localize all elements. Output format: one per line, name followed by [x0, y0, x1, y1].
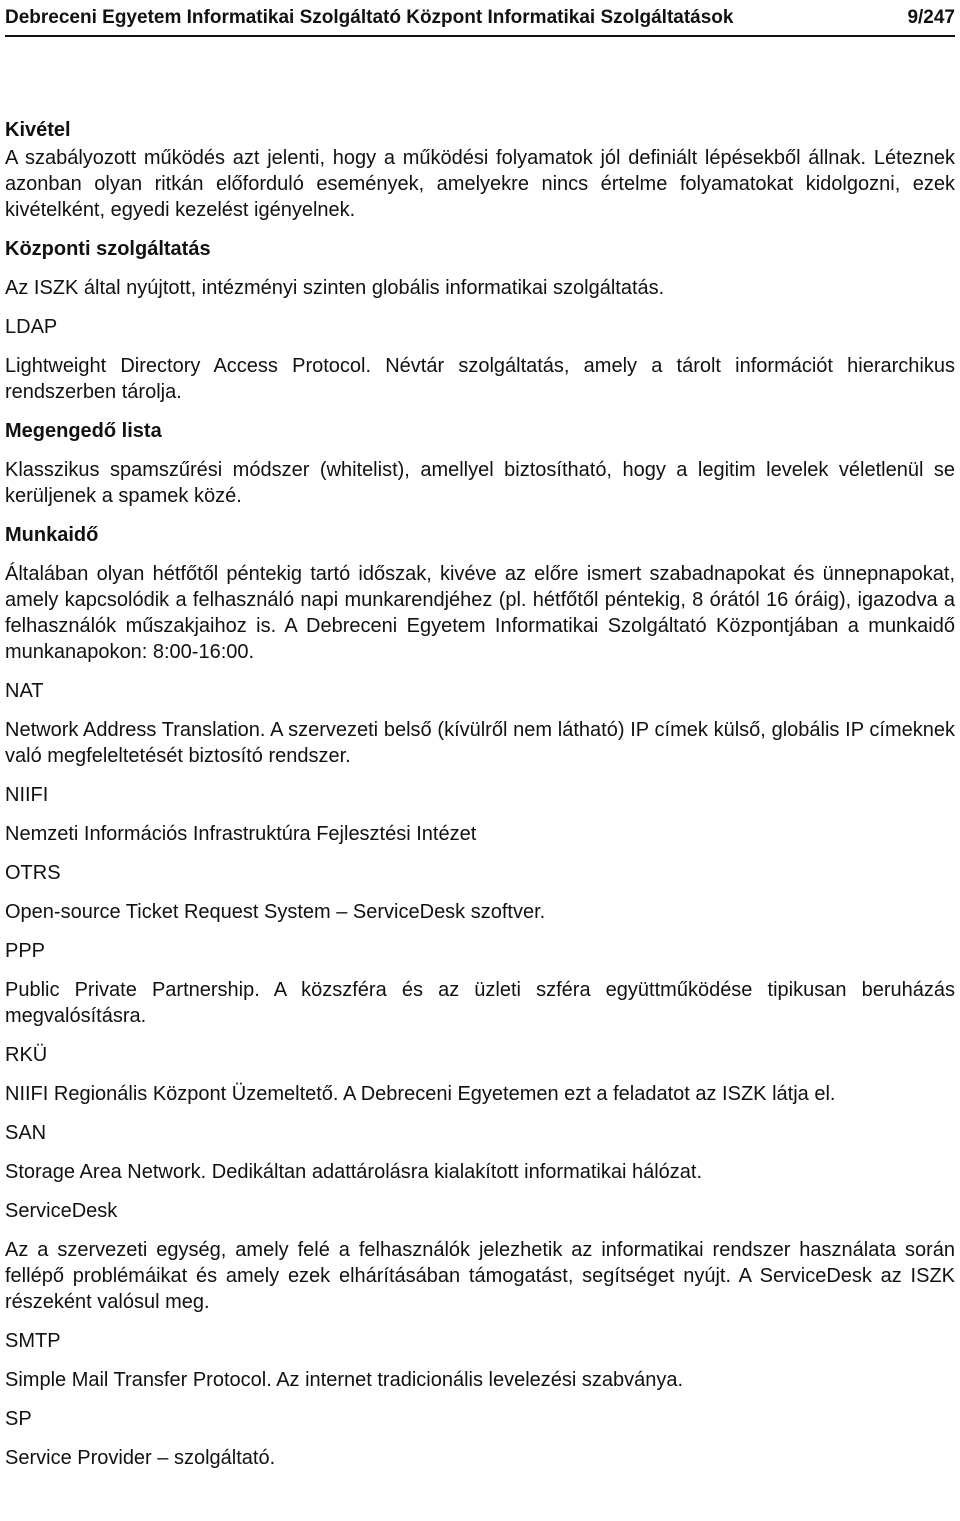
glossary-entry [5, 1406, 955, 1471]
glossary-definition: Network Address Translation. A szervezeti belső (kívülről nem látható) IP címek külső, globális IP címeknek való megfeleltetését biztosító rendszer. [5, 719, 955, 767]
glossary-term: Munkaidő [5, 524, 99, 546]
glossary-entry [5, 1198, 955, 1315]
glossary-entry [5, 117, 955, 223]
glossary-entry [5, 782, 955, 847]
glossary-definition: A szabályozott működés azt jelenti, hogy a működési folyamatok jól definiált lépésekből állnak. Léteznek azonban olyan ritkán előforduló események, amelyekre nincs értelme folyamatokat kidolgozni, ezek kivételként, egyedi kezelést igényelnek. [5, 147, 955, 221]
glossary-entry [5, 236, 955, 301]
glossary-definition: Simple Mail Transfer Protocol. Az internet tradicionális levelezési szabványa. [5, 1369, 684, 1391]
glossary-entry [5, 418, 955, 509]
glossary-term: RKÜ [5, 1044, 48, 1066]
glossary-definition: NIIFI Regionális Központ Üzemeltető. A Debreceni Egyetemen ezt a feladatot az ISZK látja el. [5, 1083, 836, 1105]
glossary-definition: Az ISZK által nyújtott, intézményi szinten globális informatikai szolgáltatás. [5, 277, 665, 299]
glossary-term: OTRS [5, 862, 61, 884]
page-header [5, 0, 955, 37]
glossary-entry [5, 1042, 955, 1107]
glossary-entry [5, 522, 955, 665]
document-title: Debreceni Egyetem Informatikai Szolgáltató Központ Informatikai Szolgáltatások [5, 6, 734, 28]
glossary-definition: Service Provider – szolgáltató. [5, 1447, 276, 1469]
glossary-entry [5, 314, 955, 405]
glossary-definition: Nemzeti Információs Infrastruktúra Fejlesztési Intézet [5, 823, 477, 845]
glossary-entry [5, 860, 955, 925]
glossary-entry [5, 1120, 955, 1185]
glossary-term: SAN [5, 1122, 47, 1144]
glossary-definition: Általában olyan hétfőtől péntekig tartó időszak, kivéve az előre ismert szabadnapokat és ünnepnapokat, amely kapcsolódik a felhasználó napi munkarendjéhez (pl. hétfőtől péntekig, 8 órától 16 óráig), igazodva a felhasználók műszakjaihoz is. A Debreceni Egyetem Informatikai Szolgáltató Központjában a munkaidő munkanapokon: 8:00-16:00. [5, 563, 955, 663]
glossary-definition: Klasszikus spamszűrési módszer (whitelist), amellyel biztosítható, hogy a legitim levelek véletlenül se kerüljenek a spamek közé. [5, 459, 955, 507]
glossary-entry [5, 938, 955, 1029]
glossary-term: SP [5, 1408, 32, 1430]
glossary [5, 117, 955, 1471]
glossary-term: Központi szolgáltatás [5, 238, 211, 260]
glossary-term: ServiceDesk [5, 1200, 118, 1222]
glossary-term: SMTP [5, 1330, 61, 1352]
glossary-definition: Lightweight Directory Access Protocol. Névtár szolgáltatás, amely a tárolt információt hierarchikus rendszerben tárolja. [5, 355, 955, 403]
glossary-definition: Public Private Partnership. A közszféra és az üzleti szféra együttműködése tipikusan beruházás megvalósításra. [5, 979, 955, 1027]
glossary-entry [5, 678, 955, 769]
glossary-definition: Az a szervezeti egység, amely felé a felhasználók jelezhetik az informatikai rendszer használata során fellépő problémáikat és amely ezek elhárításában támogatást, segítséget nyújt. A ServiceDesk az ISZK részeként valósul meg. [5, 1239, 955, 1313]
glossary-entry [5, 1328, 955, 1393]
page-number: 9/247 [907, 6, 955, 28]
glossary-definition: Open-source Ticket Request System – ServiceDesk szoftver. [5, 901, 546, 923]
glossary-term: NIIFI [5, 784, 49, 806]
glossary-definition: Storage Area Network. Dedikáltan adattárolásra kialakított informatikai hálózat. [5, 1161, 703, 1183]
glossary-term: Megengedő lista [5, 420, 162, 442]
glossary-term: PPP [5, 940, 46, 962]
glossary-term: LDAP [5, 316, 58, 338]
glossary-term: Kivétel [5, 119, 71, 141]
glossary-term: NAT [5, 680, 44, 702]
